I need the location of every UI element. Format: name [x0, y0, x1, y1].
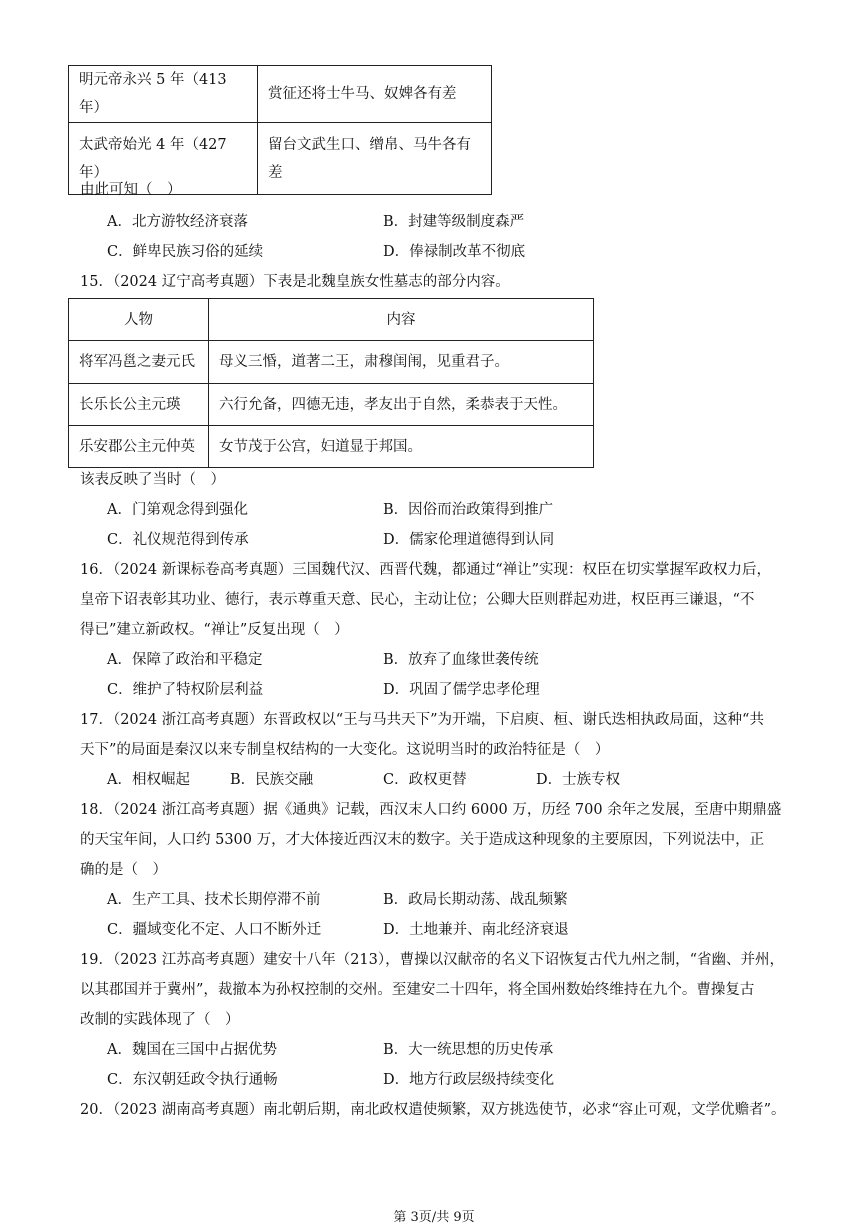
table-cell: 赏征还将士牛马、奴婢各有差: [258, 66, 492, 123]
question-line: 16．（2024 新课标卷高考真题）三国魏代汉、西晋代魏，都通过“禅让”实现：权臣在切实掌握军政权力后，: [80, 562, 772, 578]
question-line: 20．（2023 湖南高考真题）南北朝后期，南北政权遣使频繁，双方挑选使节，必求“容止可观，文学优赡者”。: [80, 1102, 786, 1118]
option-c: C．政权更替: [383, 772, 467, 788]
table-cell: 乐安郡公主元仲英: [69, 426, 209, 468]
table-cell: 太武帝始光 4 年（427 年）: [69, 123, 258, 195]
table-header-row: [69, 299, 594, 341]
question-line: 以其郡国并于冀州”，裁撤本为孙权控制的交州。至建安二十四年，将全国州数始终维持在九个。曹操复古: [80, 982, 755, 998]
option-c: C．鲜卑民族习俗的延续: [107, 244, 264, 260]
option-c: C．疆域变化不定、人口不断外迁: [107, 922, 322, 938]
table-cell: 女节茂于公宫，妇道显于邦国。: [209, 426, 594, 468]
option-d: D．儒家伦理道德得到认同: [383, 532, 555, 548]
question-line: 17．（2024 浙江高考真题）东晋政权以“王与马共天下”为开端，下启庾、桓、谢氏迭相执政局面，这种“共: [80, 712, 764, 728]
table-cell: [258, 123, 492, 195]
cell-line: 差: [268, 164, 283, 181]
table-cell: 六行允备，四德无违，孝友出于自然，柔恭表于天性。: [209, 384, 594, 426]
table-row: [69, 66, 492, 123]
question-ask: 该表反映了当时（ ）: [80, 472, 225, 488]
option-c: C．维护了特权阶层利益: [107, 682, 264, 698]
option-d: D．士族专权: [536, 772, 621, 788]
question-line: 确的是（ ）: [80, 862, 167, 878]
option-c: C．东汉朝廷政令执行通畅: [107, 1072, 278, 1088]
table-cell: 将军冯邕之妻元氏: [69, 341, 209, 384]
column-header: 内容: [209, 299, 594, 341]
reward-table: [68, 65, 492, 195]
question-stem: 15．（2024 辽宁高考真题）下表是北魏皇族女性墓志的部分内容。: [80, 274, 510, 290]
option-b: B．因俗而治政策得到推广: [383, 502, 554, 518]
option-a: A．门第观念得到强化: [107, 502, 248, 518]
question-line: 18．（2024 浙江高考真题）据《通典》记载，西汉末人口约 6000 万，历经 700 余年之发展，至唐中期鼎盛: [80, 802, 782, 818]
option-d: D．巩固了儒学忠孝伦理: [383, 682, 540, 698]
option-a: A．生产工具、技术长期停滞不前: [107, 892, 321, 908]
option-a: A．保障了政治和平稳定: [107, 652, 263, 668]
page-footer: 第 3页/共 9页: [393, 1210, 475, 1225]
question-stem: 由此可知（ ）: [80, 182, 182, 198]
option-d: D．俸禄制改革不彻底: [383, 244, 526, 260]
table-cell: 明元帝永兴 5 年（413 年）: [69, 66, 258, 123]
option-b: B．大一统思想的历史传承: [383, 1042, 554, 1058]
column-header: 人物: [69, 299, 209, 341]
table-cell: 长乐长公主元瑛: [69, 384, 209, 426]
cell-line: 留台文武生口、缯帛、马牛各有: [268, 136, 471, 153]
option-d: D．土地兼并、南北经济衰退: [383, 922, 569, 938]
option-b: B．政局长期动荡、战乱频繁: [383, 892, 568, 908]
question-line: 皇帝下诏表彰其功业、德行，表示尊重天意、民心，主动让位；公卿大臣则群起劝进，权臣再三谦退，“不: [80, 592, 755, 608]
table-row: [69, 341, 594, 384]
question-line: 天下”的局面是秦汉以来专制皇权结构的一大变化。这说明当时的政治特征是（ ）: [80, 742, 610, 758]
epitaph-table: [68, 298, 594, 468]
option-b: B．封建等级制度森严: [383, 214, 525, 230]
table-cell: 母义三惛，道著二王，肃穆闺闱，见重君子。: [209, 341, 594, 384]
table-row: [69, 426, 594, 468]
question-line: 的天宝年间，人口约 5300 万，才大体接近西汉末的数字。关于造成这种现象的主要原因，下列说法中，正: [80, 832, 765, 848]
question-line: 得已”建立新政权。“禅让”反复出现（ ）: [80, 622, 349, 638]
option-c: C．礼仪规范得到传承: [107, 532, 249, 548]
question-line: 改制的实践体现了（ ）: [80, 1012, 240, 1028]
option-b: B．民族交融: [230, 772, 314, 788]
question-line: 19．（2023 江苏高考真题）建安十八年（213），曹操以汉献帝的名义下诏恢复古代九州之制，“省幽、并州，: [80, 952, 785, 968]
option-d: D．地方行政层级持续变化: [383, 1072, 555, 1088]
option-b: B．放弃了血缘世袭传统: [383, 652, 539, 668]
option-a: A．魏国在三国中占据优势: [107, 1042, 277, 1058]
option-a: A．相权崛起: [107, 772, 190, 788]
option-a: A．北方游牧经济衰落: [107, 214, 248, 230]
table-row: [69, 384, 594, 426]
